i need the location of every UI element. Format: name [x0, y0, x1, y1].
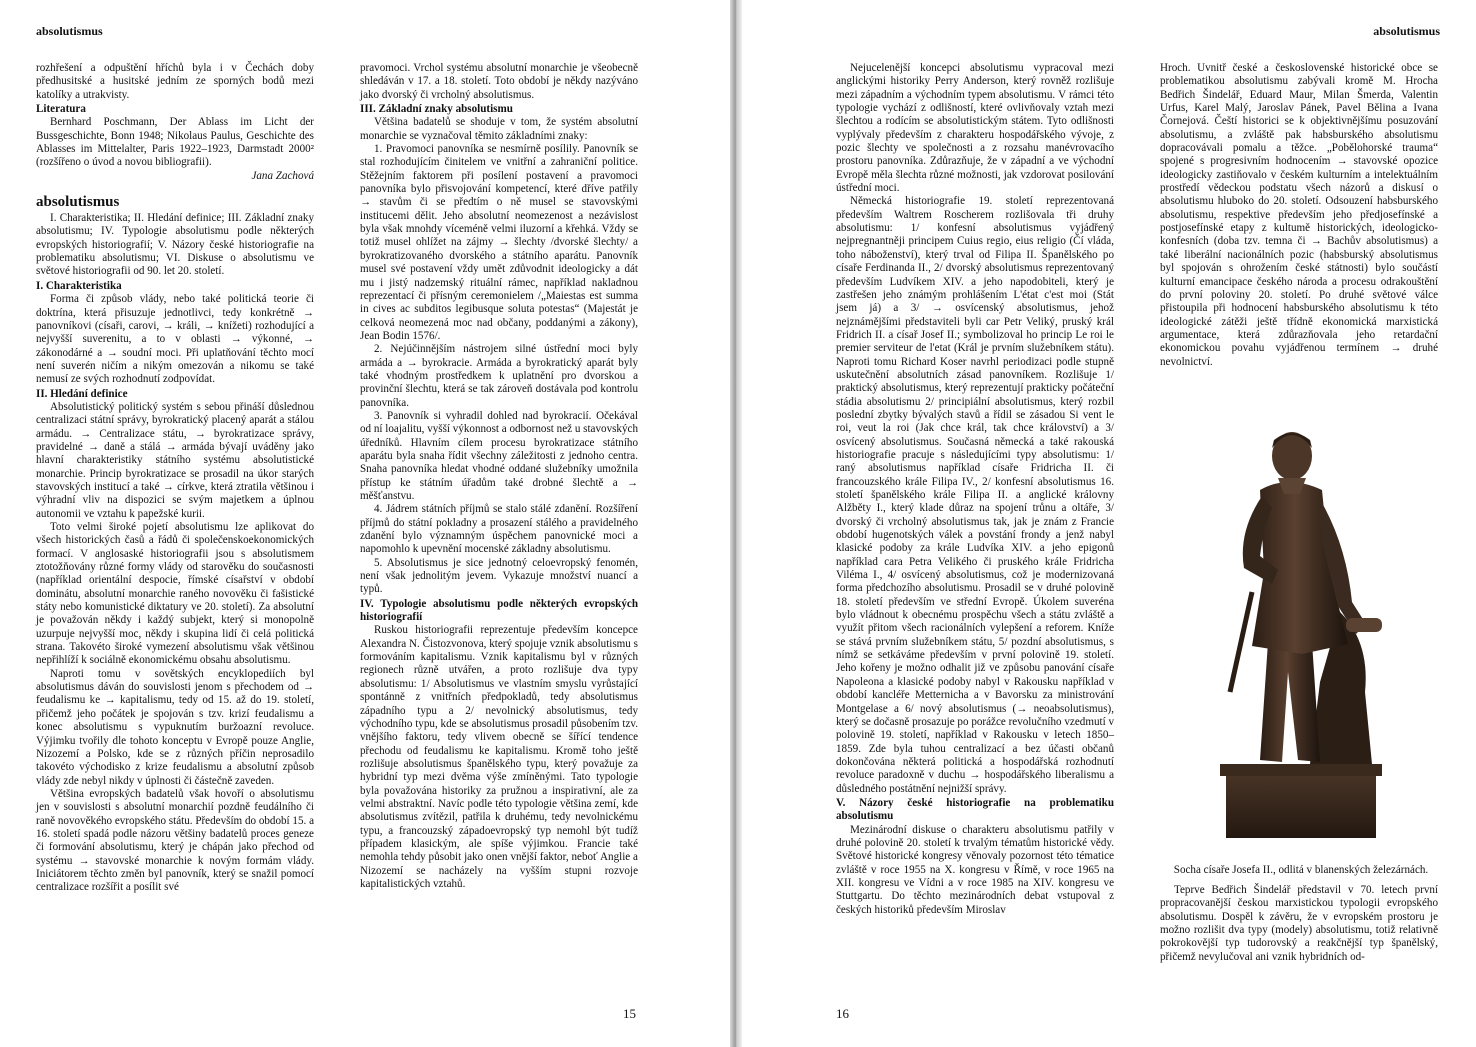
paragraph: 5. Absolutismus je sice jednotný celoevropský fenomén, není však jednolitým jevem. Vykazuje množství nuancí a typů.	[360, 556, 638, 596]
section-heading: IV. Typologie absolutismu podle některých evropských historiografií	[360, 597, 638, 624]
paragraph: 3. Panovník si vyhradil dohled nad byrokracií. Očekával od ní loajalitu, vyšší výkonnost a odbornost než u stavovských úředníků. Hlavním cílem procesu byrokratizace státního aparátu byla snaha řídit všechny záležitosti z jednoho centra. Snaha panovníka hledat vhodné oddané služebníky umožnila přístup ke státním úřadům také drobné šlechtě a → měšťanstvu.	[360, 409, 638, 502]
paragraph: 4. Jádrem státních příjmů se stalo stálé zdanění. Rozšíření příjmů do státní pokladny a prosazení stálého a pravidelného zdanění bylo významným úspěchem panovnické moci a napomohlo k upevnění mocenské základny absolutismu.	[360, 503, 638, 556]
left-page	[0, 0, 730, 1047]
right-column-2	[1160, 62, 1438, 369]
right-page	[742, 0, 1476, 1047]
paragraph: Hroch. Uvnitř české a československé historické obce se problematikou absolutismu zabývali kromě M. Hrocha Bedřich Šindelář, Eduard Maur, Milan Šmerda, Valentin Urfus, Karel Malý, Jaroslav Pánek, Pavel Bělina a Ivana Čornejová. Čeští historici se k objektivnějšímu posuzování absolutismu, a zvláště pak habsburského absolutismu dopracovávali pomalu a těžce. „Pobělohorské trauma“ spojené s progresivním hodnocením → stavovské opozice ideologicky zastiňovalo v českém kulturním a intelektuálním prostředí vědeckou podstatu všech názorů a diskusí o absolutismu hluboko do 20. století. Odsouzení habsburského absolutismu, respektive především jeho předjosefínské a postjosefínské etapy z kultumě historických, ideologicko-konfesních (doba tzv. temna či → Bachův absolutismus) a také liberální nacionálních pozic (habsburský absolutismus byl spojován s ohrožením české státnosti) bylo součástí kulturní emancipace českého národa a procesu odrakouštění do první poloviny 20. století. Po druhé světové válce přistoupila při hodnocení habsburského absolutismu k této ideologické zátěži ještě třídně ekonomická marxistická argumentace, která zdůrazňovala jeho retardační ekonomickou povahu vyjádřenou termínem → druhé nevolnictví.	[1160, 62, 1438, 368]
paragraph: Teprve Bedřich Šindelář představil v 70. letech první propracovanější českou marxistickou typologii evropského absolutismu. Dospěl k závěru, že v evropském prostoru je možno rozlišit dva typy (modely) absolutismu, totiž relativně pokrokovější typ tudorovský a reakčnější typ španělský, přičemž nevylučoval ani vznik hybridních od-	[1160, 884, 1438, 963]
running-head: absolutismus	[36, 24, 103, 38]
paragraph: Ruskou historiografii reprezentuje především koncepce Alexandra N. Čistozvonova, který spojuje vznik absolutismu s formováním kapitalismu. Vznik kapitalismu byl v různých regionech různě utvářen, a proto rozlišuje dva typy absolutismu: 1/ Absolutismus ve vlastním smyslu vyrůstající spontánně z vnitřních předpokladů, tedy absolutismus západního typu a 2/ nevolnický absolutismus, tedy východního typu, kde se absolutismus prosadil působením tzv. vnějšího faktoru, tedy vlivem obecně se šířící tendence přechodu od feudalismu ke kapitalismu. Kromě toho ještě rozlišuje absolutismus španělského typu, který považuje za hybridní typ mezi dvěma výše zmíněnými. Tato typologie byla považována historiky za pružnou a inspirativní, ale za velmi abstraktní. Navíc podle této typologie většina zemí, kde absolutismus zvítězil, patřila k druhému, tedy nevolnickému typu, a francouzský západoevropský typ nemohl být tudíž případem klasickým, ale spíše výjimkou. Francie také nemohla tehdy působit jako onen vnější faktor, neboť Anglie a Nizozemí se nacházely na vyšším stupni rozvoje kapitalistických vztahů.	[360, 624, 638, 890]
paragraph: 1. Pravomoci panovníka se nesmírně posílily. Panovník se stal rozhodujícím činitelem ve vnitřní a zahraniční politice. Stěžejním faktorem při posílení postavení a pravomoci panovníka bylo přisvojování kompetencí, které dříve patřily → stavům či se předtím o ně musel se stavovskými institucemi dělit. Jeho absolutní neomezenost a nezávislost byla však mnohdy víceméně velmi iluzorní a křehká. Vždy se totiž musel ohlížet na zájmy → šlechty /dvorské šlechty/ a byrokratizovaného dvorského a státního aparátu. Panovník musel své postavení vždy umět zdůvodnit ideologicky a dát mu i jistý nadzemský rituální rámec, například nakladnou reprezentací či přísným ceremonielem /„Maiestas est summa in cives ac subditos legibusque soluta potestas“ (Majestát je celková neomezená moc nad občany, poddanými a zákony), Jean Bodin 1576/.	[360, 143, 638, 342]
paragraph: Nejucelenější koncepci absolutismu vypracoval mezi anglickými historiky Perry Anderson, který rovněž rozlišuje mezi západním a východním typem absolutismu. V rámci této typologie vychází z odlišností, které ovlivňovaly vztah mezi šlechtou a rodícím se absolutistickým státem. Tyto odlišnosti vyplývaly především z charakteru hospodářského vývoje, z pozic šlechty ve společnosti a z rozsahu manévrovacího prostoru panovníka. Zdůrazňuje, že v západní a ve východní Evropě měla šlechta různé možnosti, jak vzdorovat posilování ústřední moci.	[836, 62, 1114, 195]
paragraph: Německá historiografie 19. století reprezentovaná především Waltrem Roscherem rozlišovala tři druhy absolutismu: 1/ konfesní absolutismus vyjádřený nejpregnantněji principem Cuius regio, eius religio (Čí vláda, toho náboženství), který trval od Filipa II. Španělského po císaře Ferdinanda II., 2/ dvorský absolutismus reprezentovaný především Ludvíkem XIV. a jeho napodobiteli, který je zastřešen jeho známým prohlášením L'état c'est moi (Stát jsem já) a 3/ → osvícenský absolutismus, jehož nejznámějšími představiteli byli car Petr Veliký, pruský král Fridrich II. a císař Josef II.; symbolizoval ho princip Le roi le premier serviteur de l'etat (Král je prvním služebníkem státu). Naproti tomu Richard Koser navrhl periodizaci podle stupně uskutečnění absolutních zásad panovníkem. Rozlišuje 1/ praktický absolutismus, který reprezentují prakticky počáteční stádia absolutismu 2/ principiální absolutismus, který rozbil poslední zbytky bývalých stavů a řídil se zásadou Si vent le roi, veut la roi (Jak chce král, tak chce království) a 3/ osvícený absolutismus. Současná německá a také rakouská historiografie pracuje s následujícími typy absolutismu: 1/ raný absolutismus například císaře Fridricha II. či francouzského krále Filipa IV., 2/ konfesní absolutismus 16. století španělského krále Filipa II. a anglické královny Alžběty I., který klade důraz na spojení trůnu a oltáře, 3/ dvorský či vrcholný absolutismus tak, jak je znám z Francie období hugenotských válek a povstání frondy a jenž nabyl klasické podoby za krále Ludvíka XIV. a jeho epigonů například cara Petra Velikého či pruského krále Fridricha Viléma I., 4/ osvícený absolutismus, což je modernizovaná forma předchozího absolutismu. Prosadil se v druhé polovině 18. století především ve střední Evropě. Úkolem suveréna bylo vládnout k obecnému prospěchu všech a státu zvláště a využít přitom všech racionálních vylepšení a reforem. Kníže se stává prvním služebníkem státu, 5/ pozdní absolutismus, s nímž se setkáváme především v první polovině 19. století. Jeho kořeny je možno odhalit již ve způsobu panování císaře Napoleona a klasické podoby nabyl v Rakousku například v období kancléře Metternicha a v Bavorsku za ministrování Montgelase a 6/ nový absolutismus (→ neoabsolutismus), který se dočasně prosazuje po porážce revolučního vzedmutí v polovině 19. století, například v Rakousku v letech 1850–1859. Zde byla tuhou centralizací a bez účasti občanů dokončována některá politická a hospodářská rozhodnutí revoluce paradoxně v duchu → hospodářského liberalismu a důsledného postátnění nejnižší správy.	[836, 195, 1114, 795]
paragraph: 2. Nejúčinnějším nástrojem silné ústřední moci byly armáda a → byrokracie. Armáda a byrokratický aparát byly také vhodným prostředkem k uplatnění pro dvorskou a provinční šlechtu, která se tak zároveň dostávala pod kontrolu panovníka.	[360, 343, 638, 409]
paragraph: Absolutistický politický systém s sebou přináší důslednou centralizaci státní správy, byrokratický placený aparát a stálou armádu. → Centralizace státu, → byrokratizace správy, pravidelné → daně a stálá → armáda bývají uváděny jako hlavní charakteristiky státního systému absolutistické monarchie. Princip byrokratizace se prosadil na úkor starých stavovských institucí a také → církve, která ztratila většinou i výhradní vliv na dispozici se svým majetkem a úplnou autonomii ve vztahu k papežské kurii.	[36, 400, 314, 520]
right-column-1	[836, 62, 1114, 917]
book-gutter	[730, 0, 742, 1047]
statue-joseph-ii-image	[1160, 392, 1438, 858]
paragraph: Mezinárodní diskuse o charakteru absolutismu patřily v druhé polovině 20. století k trvalým tématům historické vědy. Světové historické kongresy věnovaly pozornost této tématice zvláště v roce 1955 na X. kongresu v Římě, v roce 1965 na XII. kongresu ve Vídni a v roce 1985 na XIV. kongresu ve Stuttgartu. Do těchto mezinárodních debat vstupoval z českých historiků především Miroslav	[836, 823, 1114, 916]
paragraph: Většina evropských badatelů však hovoří o absolutismu jen v souvislosti s absolutní monarchií pozdně feudálního či raně novověkého evropského státu. Především do období 15. a 16. století spadá podle názoru většiny badatelů proces geneze či formování absolutismu, který je chápán jako přechod od systému → stavovské monarchie k novým formám vlády. Iniciátorem těchto změn byl panovník, který se snažil pomocí centralizace rozšířit a posílit své	[36, 787, 314, 894]
paragraph: Forma či způsob vlády, nebo také politická teorie či doktrína, která přisuzuje jednotlivci, tedy konkrétně → panovníkovi (císaři, carovi, → králi, → knížeti) rozhodující a nejvyšší suverenitu, a to v oblasti → výkonné, → zákonodárné a → soudní moci. Při uplatňování těchto mocí není suverén ničím a nikým omezován a nikomu se také nemusí ze svých rozhodnutí zodpovídat.	[36, 293, 314, 386]
page-number: 15	[623, 1006, 636, 1021]
section-heading: I. Charakteristika	[36, 279, 122, 292]
left-column-1	[36, 62, 314, 895]
section-heading: absolutismus	[36, 194, 120, 211]
paragraph: Bernhard Poschmann, Der Ablass im Licht der Bussgeschichte, Bonn 1948; Nikolaus Paulus, Geschichte des Ablasses im Mittelalter, Paris 1922–1923, Darmstadt 2000² (rozšířeno o úvod a novou bibliografii).	[36, 116, 314, 169]
paragraph: Toto velmi široké pojetí absolutismu lze aplikovat do všech historických časů a řádů či společenskoekonomických formací. V anglosaské historiografii jsou s absolutismem ztotožňovány různé formy vlády od starověku do současnosti (například orientální despocie, římské císařství v období dominátu, absolutní monarchie raného novověku či fašistické státy nebo komunistické diktatury ve 20. století). Za absolutní je považován někdy i každý subjekt, který si monopolně uzurpuje nejvyšší moc, někdy i skupina lidí či celá politická strana. Takovéto široké vymezení absolutismu však většinou nepřihlíží k sociálně ekonomickému obsahu absolutismu.	[36, 521, 314, 667]
left-column-2	[360, 62, 638, 891]
section-heading: II. Hledání definice	[36, 387, 128, 400]
running-head: absolutismus	[1373, 24, 1440, 38]
section-heading: III. Základní znaky absolutismu	[360, 103, 513, 116]
paragraph: I. Charakteristika; II. Hledání definice; III. Základní znaky absolutismu; IV. Typologie absolutismu podle některých evropských historiografií; V. Názory české historiografie na problematiku absolutismu; VI. Diskuse o absolutismu ve světové historiografii od 90. let 20. století.	[36, 212, 314, 278]
author-signature: Jana Zachová	[251, 169, 314, 182]
paragraph: rozhřešení a odpuštění hříchů byla i v Čechách doby předhusitské a husitské jedním ze sporných bodů mezi katolíky a utrakvisty.	[36, 62, 314, 101]
paragraph: pravomoci. Vrchol systému absolutní monarchie je všeobecně shledáván v 17. a 18. století. Toto období je někdy nazýváno jako dvorský či vrcholný absolutismus.	[360, 62, 638, 101]
statue-photo	[1160, 392, 1438, 858]
page-number: 16	[836, 1006, 849, 1021]
figure-caption: Socha císaře Josefa II., odlitá v blanenských železárnách.	[1173, 864, 1429, 876]
right-column-2-continued	[1160, 884, 1438, 964]
section-heading: V. Názory české historiografie na problematiku absolutismu	[836, 796, 1114, 823]
section-heading: Literatura	[36, 103, 86, 116]
paragraph: Naproti tomu v sovětských encyklopediích byl absolutismus dáván do souvislosti jenom s přechodem od → feudalismu ke → kapitalismu, tedy od 15. až do 19. století, přičemž jeho počátek je spojován s tzv. krizí feudalismu a konec absolutismu s vypuknutím buržoazní revoluce. Výjimku tvořily dle tohoto konceptu v Evropě pouze Anglie, Nizozemí a Polsko, kde se z různých příčin neprosadilo takovéto východisko z krize feudalismu a absolutní způsob vlády zde nebyl nikdy v úplnosti či částečně zaveden.	[36, 667, 314, 787]
paragraph: Většina badatelů se shoduje v tom, že systém absolutní monarchie se vyznačoval těmito základními znaky:	[360, 116, 638, 142]
